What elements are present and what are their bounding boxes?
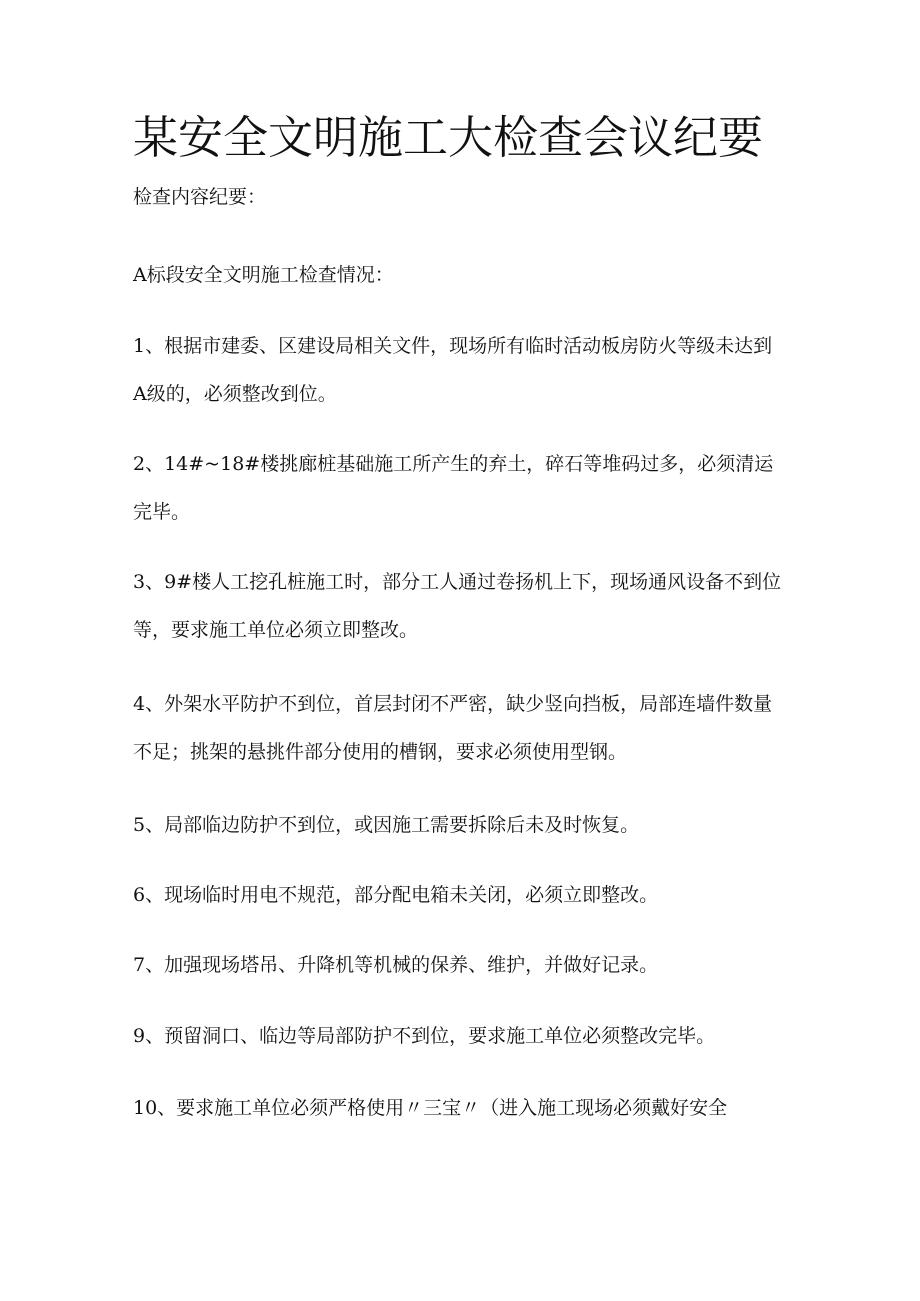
page-title: 某安全文明施工大检查会议纪要 <box>133 111 764 164</box>
section-heading: A标段安全文明施工检查情况： <box>133 264 394 286</box>
list-item: 6、现场临时用电不规范，部分配电箱未关闭，必须立即整改。 <box>133 884 659 906</box>
list-item: 2、14#~18#楼挑廊桩基础施工所产生的弃土，碎石等堆码过多，必须清运完毕。 <box>133 453 774 523</box>
list-item: 3、9#楼人工挖孔桩施工时，部分工人通过卷扬机上下，现场通风设备不到位等，要求施工单位必须立即整改。 <box>133 571 782 641</box>
list-item: 7、加强现场塔吊、升降机等机械的保养、维护，并做好记录。 <box>133 954 659 976</box>
list-item: 5、局部临边防护不到位，或因施工需要拆除后未及时恢复。 <box>133 814 640 836</box>
list-item: 1、根据市建委、区建设局相关文件，现场所有临时活动板房防火等级未达到A级的，必须整改到位。 <box>133 335 773 405</box>
document-subtitle: 检查内容纪要： <box>133 186 267 208</box>
list-item: 4、外架水平防护不到位，首层封闭不严密，缺少竖向挡板，局部连墙件数量不足；挑架的悬挑件部分使用的槽钢，要求必须使用型钢。 <box>133 693 773 763</box>
list-item: 10、要求施工单位必须严格使用〃三宝〃（进入施工现场必须戴好安全 <box>133 1097 728 1119</box>
list-item: 9、预留洞口、临边等局部防护不到位，要求施工单位必须整改完毕。 <box>133 1025 716 1047</box>
